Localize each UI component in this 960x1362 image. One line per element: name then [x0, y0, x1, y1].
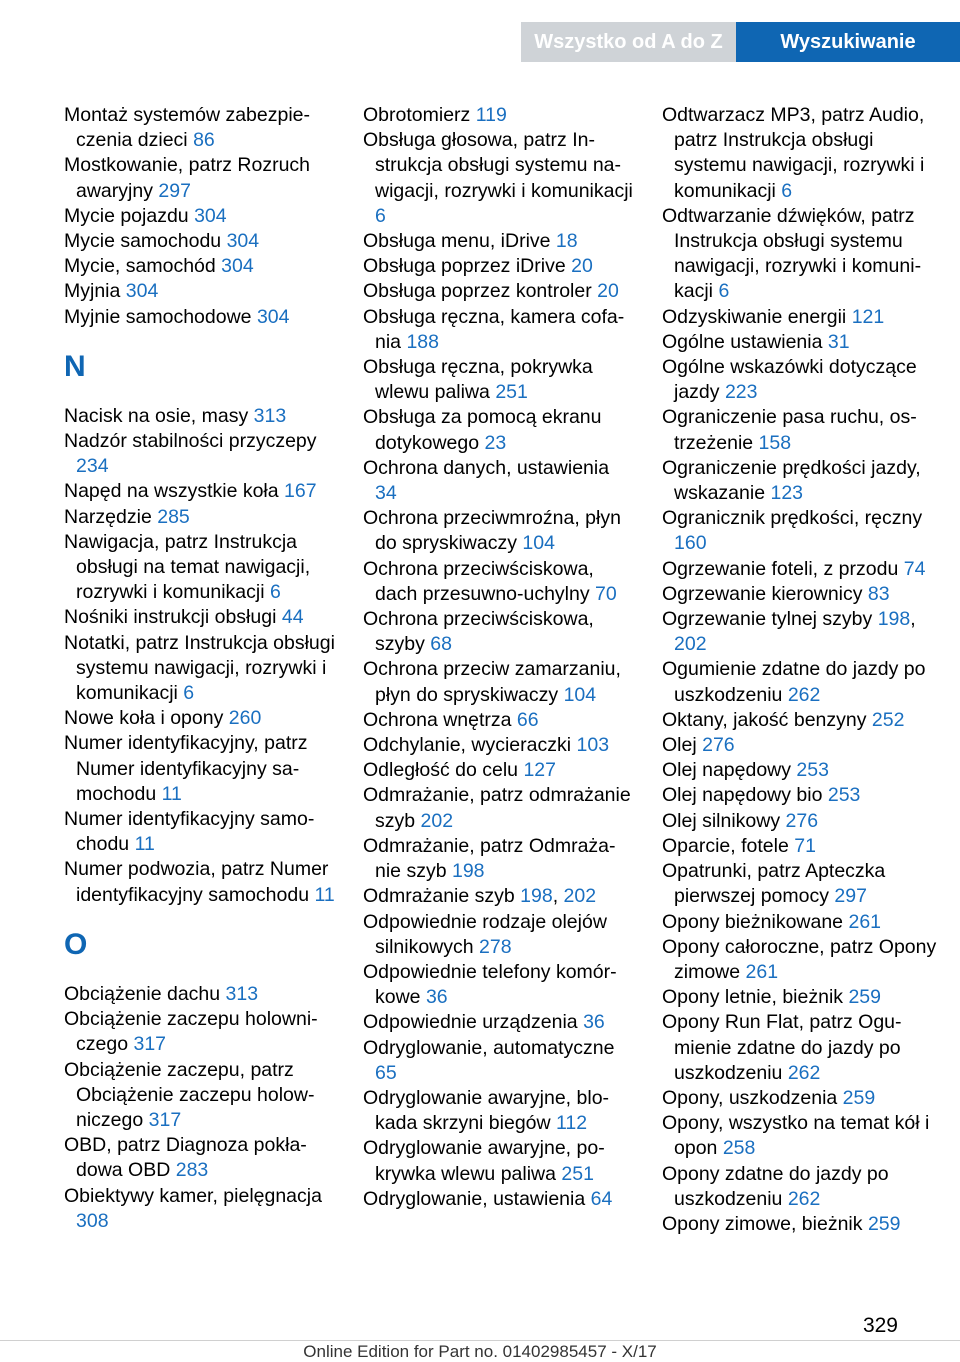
index-term: Olej napędowy	[662, 759, 791, 782]
page-reference-link[interactable]: 297	[158, 179, 191, 202]
index-term: Odmrażanie, patrz Odmrażanie szyb	[363, 834, 616, 883]
page-reference-link[interactable]: 23	[484, 431, 507, 454]
index-entry	[363, 1187, 635, 1212]
page-reference-link[interactable]: 34	[375, 482, 397, 505]
index-term: Napęd na wszystkie koła	[64, 480, 279, 503]
page-reference-link[interactable]: 251	[561, 1162, 594, 1185]
page-reference-link[interactable]: 6	[183, 682, 195, 705]
index-term: Odzyskiwanie energii	[662, 305, 847, 328]
index-entry	[64, 103, 336, 153]
index-entry	[64, 229, 336, 254]
page-reference-link[interactable]: 188	[406, 330, 439, 353]
page-reference-link[interactable]: 258	[722, 1137, 756, 1160]
index-entry	[662, 733, 947, 758]
page-reference-link[interactable]: 262	[787, 1061, 821, 1084]
page-reference-link[interactable]: 20	[597, 280, 619, 303]
index-term: Ogrzewanie foteli, z przodu	[662, 557, 899, 580]
index-term: Ograniczenie pasa ruchu, ostrzeżenie	[662, 406, 917, 454]
index-term: Narzędzie	[64, 505, 152, 528]
index-term: Ochrona przeciw zamarzaniu, płyn do spryskiwaczy	[363, 658, 621, 706]
page-reference-link[interactable]: 304	[221, 255, 254, 278]
edition-footer: Online Edition for Part no. 01402985457 - X/17	[303, 1342, 657, 1361]
index-term: Odryglowanie, ustawienia	[363, 1187, 586, 1210]
index-term: Obsługa ręczna, pokrywka wlewu paliwa	[363, 356, 593, 404]
index-term: Ochrona przeciwściskowa, dach przesuwno-uchylny	[363, 557, 594, 605]
page-reference-link[interactable]: 6	[718, 280, 730, 303]
index-term: Numer podwozia, patrz Numer identyfikacyjny samochodu	[64, 858, 329, 906]
index-term: Numer identyfikacyjny, patrz Numer identyfikacyjny samochodu	[64, 732, 308, 805]
index-term: Opony zimowe, bieżnik	[662, 1212, 863, 1235]
index-term: Odległość do celu	[363, 759, 519, 782]
index-column-2	[363, 103, 635, 1212]
page-reference-link[interactable]: 31	[827, 330, 850, 353]
index-entry	[662, 985, 947, 1010]
page-separator: ,	[910, 608, 916, 631]
page-reference-link[interactable]: 253	[827, 784, 861, 807]
index-entry	[64, 605, 336, 630]
index-entry	[363, 305, 635, 355]
index-entry	[64, 857, 336, 907]
index-entry	[662, 405, 947, 455]
page-reference-link[interactable]: 317	[133, 1033, 167, 1056]
index-entry	[64, 479, 336, 504]
page-reference-link[interactable]: 313	[225, 982, 259, 1005]
page-reference-link[interactable]: 253	[796, 759, 829, 782]
page-reference-link[interactable]: 259	[842, 1086, 876, 1109]
index-entry	[363, 657, 635, 707]
page-header	[0, 0, 960, 62]
page-reference-link[interactable]: 6	[269, 581, 281, 604]
index-entry	[64, 429, 336, 479]
index-term: Odmrażanie szyb	[363, 885, 515, 908]
page-reference-link[interactable]: 112	[556, 1112, 588, 1135]
page-reference-link[interactable]: 74	[903, 557, 926, 580]
index-term: Ochrona danych, ustawienia	[363, 456, 610, 479]
index-term: Obsługa poprzez iDrive	[363, 255, 566, 278]
index-entry	[662, 657, 947, 707]
index-entry	[662, 204, 947, 305]
index-entry	[363, 103, 635, 128]
page-reference-link[interactable]: 276	[702, 734, 735, 757]
page-reference-link[interactable]: 259	[867, 1212, 901, 1235]
index-term: Myjnia	[64, 280, 121, 303]
index-term: Montaż systemów zabezpieczenia dzieci	[64, 104, 311, 152]
index-entry	[662, 834, 947, 859]
page-reference-link[interactable]: 198	[877, 608, 911, 631]
index-entry	[662, 758, 947, 783]
page-reference-link[interactable]: 304	[256, 305, 290, 328]
index-entry	[363, 506, 635, 556]
index-entry	[64, 1058, 336, 1134]
page-reference-link[interactable]: 262	[787, 1187, 821, 1210]
index-term: Ogólne wskazówki dotyczące jazdy	[662, 356, 917, 404]
index-term: Opony całoroczne, patrz Opony zimowe	[662, 935, 937, 983]
page-reference-link[interactable]: 234	[76, 455, 109, 478]
index-entry	[662, 910, 947, 935]
page-reference-link[interactable]: 297	[834, 885, 867, 908]
index-entry	[662, 1162, 947, 1212]
index-section-letter: N	[64, 349, 86, 383]
page-reference-link[interactable]: 11	[314, 883, 335, 906]
page-reference-link[interactable]: 104	[563, 683, 597, 706]
tab-a-to-z[interactable]: Wszystko od A do Z	[521, 22, 736, 62]
index-entry	[64, 706, 336, 731]
index-entry	[363, 279, 635, 304]
index-term: Nadzór stabilności przyczepy	[64, 430, 317, 453]
index-entry	[64, 1133, 336, 1183]
index-term: Ochrona przeciwmroźna, płyn do spryskiwaczy	[363, 507, 621, 555]
index-entry	[64, 153, 336, 203]
page-reference-link[interactable]: 160	[674, 532, 707, 555]
index-entry	[64, 1007, 336, 1057]
index-term: Oparcie, fotele	[662, 834, 789, 857]
index-entry	[363, 708, 635, 733]
page-reference-link[interactable]: 202	[674, 633, 707, 656]
index-term: Obsługa ręczna, kamera cofania	[363, 305, 625, 353]
index-entry	[64, 279, 336, 304]
index-term: Nacisk na osie, masy	[64, 404, 249, 427]
index-term: Mycie, samochód	[64, 255, 216, 278]
index-entry	[662, 305, 947, 330]
index-term: Odtwarzacz MP3, patrz Audio, patrz Instrukcja obsługi systemu nawigacji, rozrywki i komunikacji	[662, 104, 925, 202]
index-entry	[363, 557, 635, 607]
index-term: Odchylanie, wycieraczki	[363, 734, 572, 757]
index-term: OBD, patrz Diagnoza pokładowa OBD	[64, 1134, 307, 1182]
page-reference-link[interactable]: 64	[590, 1187, 613, 1210]
index-term: Obsługa menu, iDrive	[363, 230, 551, 253]
page-reference-link[interactable]: 252	[871, 708, 905, 731]
page-reference-link[interactable]: 304	[125, 280, 159, 303]
index-entry	[64, 505, 336, 530]
page-reference-link[interactable]: 304	[226, 230, 260, 253]
index-term: Odryglowanie awaryjne, pokrywka wlewu paliwa	[363, 1137, 605, 1185]
page-reference-link[interactable]: 223	[724, 381, 758, 404]
index-entry	[662, 809, 947, 834]
index-term: Opony, wszystko na temat kół i opon	[662, 1112, 930, 1160]
index-term: Oktany, jakość benzyny	[662, 708, 867, 731]
page-separator: ,	[552, 885, 564, 908]
page-reference-link[interactable]: 36	[425, 986, 448, 1009]
index-entry	[363, 456, 635, 506]
index-term: Obciążenie zaczepu, patrz Obciążenie zaczepu holowniczego	[64, 1058, 315, 1131]
index-term: Olej napędowy bio	[662, 784, 823, 807]
index-term: Olej silnikowy	[662, 809, 781, 832]
index-term: Notatki, patrz Instrukcja obsługi systemu nawigacji, rozrywki i komunikacji	[64, 631, 335, 705]
index-entry	[64, 631, 336, 707]
index-term: Opony zdatne do jazdy po uszkodzeniu	[662, 1162, 889, 1210]
index-entry	[363, 1086, 635, 1136]
page-reference-link[interactable]: 6	[781, 179, 793, 202]
page-reference-link[interactable]: 127	[523, 759, 556, 782]
index-term: Ochrona przeciwściskowa, szyby	[363, 608, 594, 656]
index-entry	[662, 1111, 947, 1161]
index-entry	[64, 807, 336, 857]
index-term: Odtwarzanie dźwięków, patrz Instrukcja obsługi systemu nawigacji, rozrywki i komunikacji	[662, 204, 922, 303]
page-reference-link[interactable]: 276	[785, 809, 819, 832]
page-reference-link[interactable]: 68	[430, 633, 452, 656]
index-term: Obciążenie dachu	[64, 982, 221, 1005]
index-entry	[363, 355, 635, 405]
index-term: Nowe koła i opony	[64, 707, 224, 730]
index-entry	[64, 204, 336, 229]
page-reference-link[interactable]: 103	[576, 734, 610, 757]
index-term: Odryglowanie, automatyczne	[363, 1036, 615, 1059]
index-term: Odpowiednie rodzaje olejów silnikowych	[363, 910, 607, 958]
index-entry	[363, 910, 635, 960]
index-column-1	[64, 103, 336, 1234]
index-entry	[363, 960, 635, 1010]
index-entry	[363, 1036, 635, 1086]
index-entry	[363, 783, 635, 833]
page-reference-link[interactable]: 66	[516, 708, 539, 731]
index-entry	[662, 859, 947, 909]
page-reference-link[interactable]: 18	[555, 230, 578, 253]
page-reference-link[interactable]: 158	[758, 431, 792, 454]
index-entry	[662, 1086, 947, 1111]
page-reference-link[interactable]: 121	[851, 305, 885, 328]
page-reference-link[interactable]: 202	[420, 809, 454, 832]
index-term: Mostkowanie, patrz Rozruch awaryjny	[64, 154, 311, 202]
page-reference-link[interactable]: 251	[495, 381, 528, 404]
index-entry	[363, 884, 635, 909]
index-term: Obciążenie zaczepu holowniczego	[64, 1008, 318, 1056]
index-term: Obrotomierz	[363, 104, 471, 126]
index-entry	[64, 404, 336, 429]
page-reference-link[interactable]: 70	[595, 582, 617, 605]
page-number: 329	[862, 1314, 898, 1337]
page-reference-link[interactable]: 313	[253, 404, 287, 427]
index-entry	[662, 582, 947, 607]
index-term: Odmrażanie, patrz odmrażanie szyb	[363, 784, 631, 832]
index-term: Ogranicznik prędkości, ręczny	[662, 507, 923, 530]
index-term: Opony Run Flat, patrz Ogumienie zdatne do jazdy po uszkodzeniu	[662, 1011, 902, 1084]
page-reference-link[interactable]: 278	[479, 935, 512, 958]
page-reference-link[interactable]: 123	[770, 482, 804, 505]
page-reference-link[interactable]: 71	[794, 834, 816, 857]
index-term: Obiektywy kamer, pielęgnacja	[64, 1184, 322, 1207]
index-term: Numer identyfikacyjny samochodu	[64, 808, 315, 856]
page-reference-link[interactable]: 65	[375, 1061, 397, 1084]
index-entry	[662, 557, 947, 582]
index-term: Opony letnie, bieżnik	[662, 986, 844, 1009]
tab-search[interactable]: Wyszukiwanie	[736, 22, 960, 62]
index-entry	[363, 1136, 635, 1186]
page-reference-link[interactable]: 198	[520, 885, 553, 908]
page-reference-link[interactable]: 308	[76, 1209, 109, 1232]
index-term: Odpowiednie urządzenia	[363, 1011, 578, 1034]
page-reference-link[interactable]: 304	[194, 204, 227, 227]
footer-divider	[0, 1340, 960, 1341]
page-reference-link[interactable]: 260	[228, 707, 262, 730]
index-entry	[662, 1212, 947, 1237]
index-entry	[363, 607, 635, 657]
page-reference-link[interactable]: 262	[787, 683, 821, 706]
index-entry	[662, 506, 947, 556]
index-entry	[662, 935, 947, 985]
index-entry	[363, 758, 635, 783]
index-entry	[363, 834, 635, 884]
page-reference-link[interactable]: 261	[745, 960, 779, 983]
index-term: Ogólne ustawienia	[662, 330, 823, 353]
index-term: Nośniki instrukcji obsługi	[64, 606, 277, 629]
index-entry	[662, 103, 947, 204]
index-entry	[363, 733, 635, 758]
index-entry	[662, 456, 947, 506]
page-reference-link[interactable]: 36	[583, 1011, 605, 1034]
index-term: Ograniczenie prędkości jazdy, wskazanie	[662, 456, 921, 505]
index-entry	[662, 783, 947, 808]
index-entry	[662, 607, 947, 657]
index-term: Odryglowanie awaryjne, blokada skrzyni biegów	[363, 1086, 610, 1135]
page-reference-link[interactable]: 317	[148, 1108, 182, 1131]
page-reference-link[interactable]: 283	[175, 1159, 209, 1182]
index-entry	[64, 731, 336, 807]
index-section-letter: O	[64, 927, 88, 961]
page-reference-link[interactable]: 6	[375, 204, 386, 227]
index-term: Ochrona wnętrza	[363, 708, 512, 731]
index-term: Nawigacja, patrz Instrukcja obsługi na temat nawigacji, rozrywki i komunikacji	[64, 530, 311, 604]
index-entry	[662, 1010, 947, 1086]
page-reference-link[interactable]: 202	[563, 885, 597, 908]
index-entry	[64, 530, 336, 606]
index-term: Obsługa poprzez kontroler	[363, 280, 592, 303]
index-term: Opony bieżnikowane	[662, 910, 844, 933]
index-term: Ogrzewanie tylnej szyby	[662, 608, 873, 631]
page-reference-link[interactable]: 86	[193, 129, 215, 152]
index-term: Mycie samochodu	[64, 230, 222, 253]
index-term: Obsługa za pomocą ekranu dotykowego	[363, 406, 602, 454]
index-term: Obsługa głosowa, patrz Instrukcja obsługi systemu nawigacji, rozrywki i komunikacji	[363, 129, 633, 202]
page-reference-link[interactable]: 83	[867, 582, 890, 605]
page-reference-link[interactable]: 20	[571, 255, 593, 278]
index-entry	[64, 305, 336, 330]
index-term: Ogrzewanie kierownicy	[662, 582, 863, 605]
index-entry	[363, 128, 635, 229]
page-reference-link[interactable]: 198	[451, 860, 485, 883]
index-term: Odpowiednie telefony komórkowe	[363, 960, 617, 1009]
index-entry	[64, 1184, 336, 1234]
index-column-3	[662, 103, 947, 1237]
index-term: Myjnie samochodowe	[64, 305, 252, 328]
index-term: Olej	[662, 734, 697, 757]
page-reference-link[interactable]: 104	[522, 532, 555, 555]
index-term: Opatrunki, patrz Apteczka pierwszej pomocy	[662, 860, 886, 908]
index-entry	[662, 355, 947, 405]
index-term: Mycie pojazdu	[64, 204, 189, 227]
page-reference-link[interactable]: 11	[161, 782, 182, 805]
index-term: Ogumienie zdatne do jazdy po uszkodzeniu	[662, 658, 926, 706]
index-term: Opony, uszkodzenia	[662, 1086, 838, 1109]
index-entry	[363, 405, 635, 455]
page-reference-link[interactable]: 259	[848, 986, 881, 1009]
page-reference-link[interactable]: 167	[284, 480, 317, 503]
page-reference-link[interactable]: 119	[475, 104, 507, 126]
index-entry	[64, 254, 336, 279]
index-entry	[662, 330, 947, 355]
index-entry	[363, 1010, 635, 1035]
index-entry	[662, 708, 947, 733]
index-entry	[64, 982, 336, 1007]
index-entry	[363, 254, 635, 279]
page-reference-link[interactable]: 44	[281, 606, 304, 629]
page-reference-link[interactable]: 11	[134, 833, 155, 856]
index-entry	[363, 229, 635, 254]
page-reference-link[interactable]: 261	[848, 910, 882, 933]
page-reference-link[interactable]: 285	[157, 505, 190, 528]
